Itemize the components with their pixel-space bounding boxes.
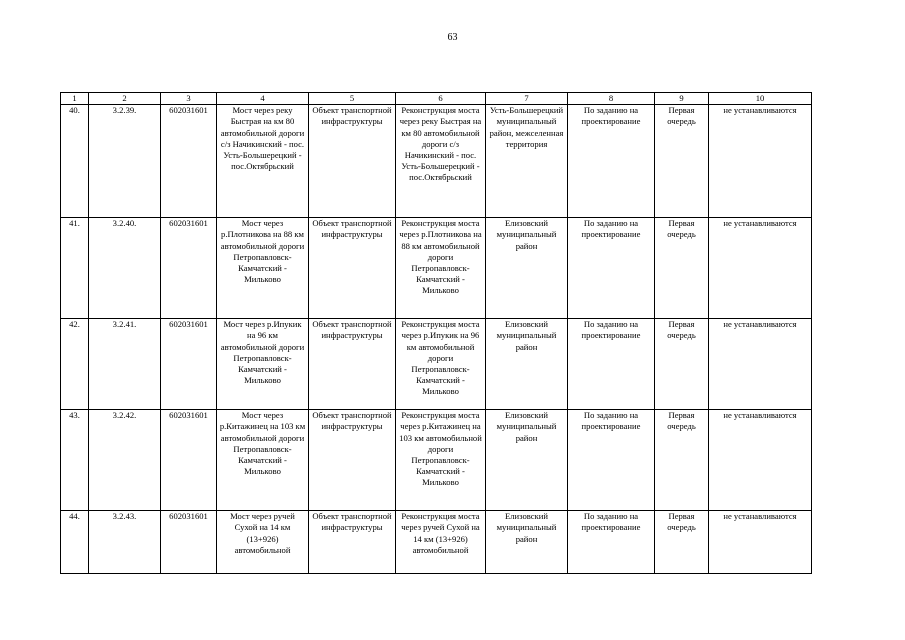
- object-type-cell: Объект транспортной инфраструктуры: [309, 218, 396, 319]
- column-header: 9: [655, 93, 709, 105]
- column-header: 2: [89, 93, 161, 105]
- row-number-cell: 42.: [61, 319, 89, 410]
- section-cell: 3.2.39.: [89, 105, 161, 218]
- column-header: 1: [61, 93, 89, 105]
- header-row: [61, 93, 812, 105]
- table-row: [61, 410, 812, 511]
- page-number: 63: [447, 32, 458, 43]
- purpose-cell: Реконструкция моста через р.Ипукик на 96 км автомобильной дороги Петропавловск-Камчатский - Мильково: [396, 319, 486, 410]
- zones-cell: не устанавливаются: [709, 319, 812, 410]
- stage-cell: Первая очередь: [655, 105, 709, 218]
- object-name-cell: Мост через реку Быстрая на км 80 автомобильной дороги с/з Начикинский - пос. Усть-Большерецкий - пос.Октябрьский: [217, 105, 309, 218]
- object-type-cell: Объект транспортной инфраструктуры: [309, 410, 396, 511]
- column-header: 5: [309, 93, 396, 105]
- zones-cell: не устанавливаются: [709, 105, 812, 218]
- column-header: 10: [709, 93, 812, 105]
- purpose-cell: Реконструкция моста через ручей Сухой на 14 км (13+926) автомобильной: [396, 511, 486, 574]
- characteristics-cell: По заданию на проектирование: [568, 319, 655, 410]
- location-cell: Елизовский муниципальный район: [486, 319, 568, 410]
- object-name-cell: Мост через ручей Сухой на 14 км (13+926) автомобильной: [217, 511, 309, 574]
- object-type-cell: Объект транспортной инфраструктуры: [309, 105, 396, 218]
- purpose-cell: Реконструкция моста через р.Плотникова на 88 км автомобильной дороги Петропавловск-Камчатский - Мильково: [396, 218, 486, 319]
- code-cell: 602031601: [161, 218, 217, 319]
- row-number-cell: 43.: [61, 410, 89, 511]
- stage-cell: Первая очередь: [655, 319, 709, 410]
- table-row: [61, 105, 812, 218]
- objects-table: [60, 92, 812, 574]
- characteristics-cell: По заданию на проектирование: [568, 105, 655, 218]
- stage-cell: Первая очередь: [655, 410, 709, 511]
- row-number-cell: 40.: [61, 105, 89, 218]
- characteristics-cell: По заданию на проектирование: [568, 410, 655, 511]
- code-cell: 602031601: [161, 511, 217, 574]
- zones-cell: не устанавливаются: [709, 511, 812, 574]
- column-header: 6: [396, 93, 486, 105]
- section-cell: 3.2.41.: [89, 319, 161, 410]
- code-cell: 602031601: [161, 105, 217, 218]
- object-name-cell: Мост через р.Ипукик на 96 км автомобильной дороги Петропавловск-Камчатский - Мильково: [217, 319, 309, 410]
- zones-cell: не устанавливаются: [709, 218, 812, 319]
- column-header: 3: [161, 93, 217, 105]
- zones-cell: не устанавливаются: [709, 410, 812, 511]
- object-type-cell: Объект транспортной инфраструктуры: [309, 319, 396, 410]
- code-cell: 602031601: [161, 410, 217, 511]
- location-cell: Елизовский муниципальный район: [486, 218, 568, 319]
- code-cell: 602031601: [161, 319, 217, 410]
- table-row: [61, 218, 812, 319]
- object-name-cell: Мост через р.Китажинец на 103 км автомобильной дороги Петропавловск-Камчатский - Мильково: [217, 410, 309, 511]
- section-cell: 3.2.43.: [89, 511, 161, 574]
- stage-cell: Первая очередь: [655, 511, 709, 574]
- stage-cell: Первая очередь: [655, 218, 709, 319]
- column-header: 8: [568, 93, 655, 105]
- characteristics-cell: По заданию на проектирование: [568, 511, 655, 574]
- purpose-cell: Реконструкция моста через реку Быстрая на км 80 автомобильной дороги с/з Начикинский - пос. Усть-Большерецкий - пос.Октябрьский: [396, 105, 486, 218]
- row-number-cell: 44.: [61, 511, 89, 574]
- table-row: [61, 511, 812, 574]
- characteristics-cell: По заданию на проектирование: [568, 218, 655, 319]
- location-cell: Усть-Большерецкий муниципальный район, межселенная территория: [486, 105, 568, 218]
- column-header: 4: [217, 93, 309, 105]
- object-type-cell: Объект транспортной инфраструктуры: [309, 511, 396, 574]
- row-number-cell: 41.: [61, 218, 89, 319]
- table-row: [61, 319, 812, 410]
- column-header: 7: [486, 93, 568, 105]
- object-name-cell: Мост через р.Плотникова на 88 км автомобильной дороги Петропавловск-Камчатский - Мильково: [217, 218, 309, 319]
- section-cell: 3.2.42.: [89, 410, 161, 511]
- purpose-cell: Реконструкция моста через р.Китажинец на 103 км автомобильной дороги Петропавловск-Камчатский - Мильково: [396, 410, 486, 511]
- location-cell: Елизовский муниципальный район: [486, 410, 568, 511]
- location-cell: Елизовский муниципальный район: [486, 511, 568, 574]
- section-cell: 3.2.40.: [89, 218, 161, 319]
